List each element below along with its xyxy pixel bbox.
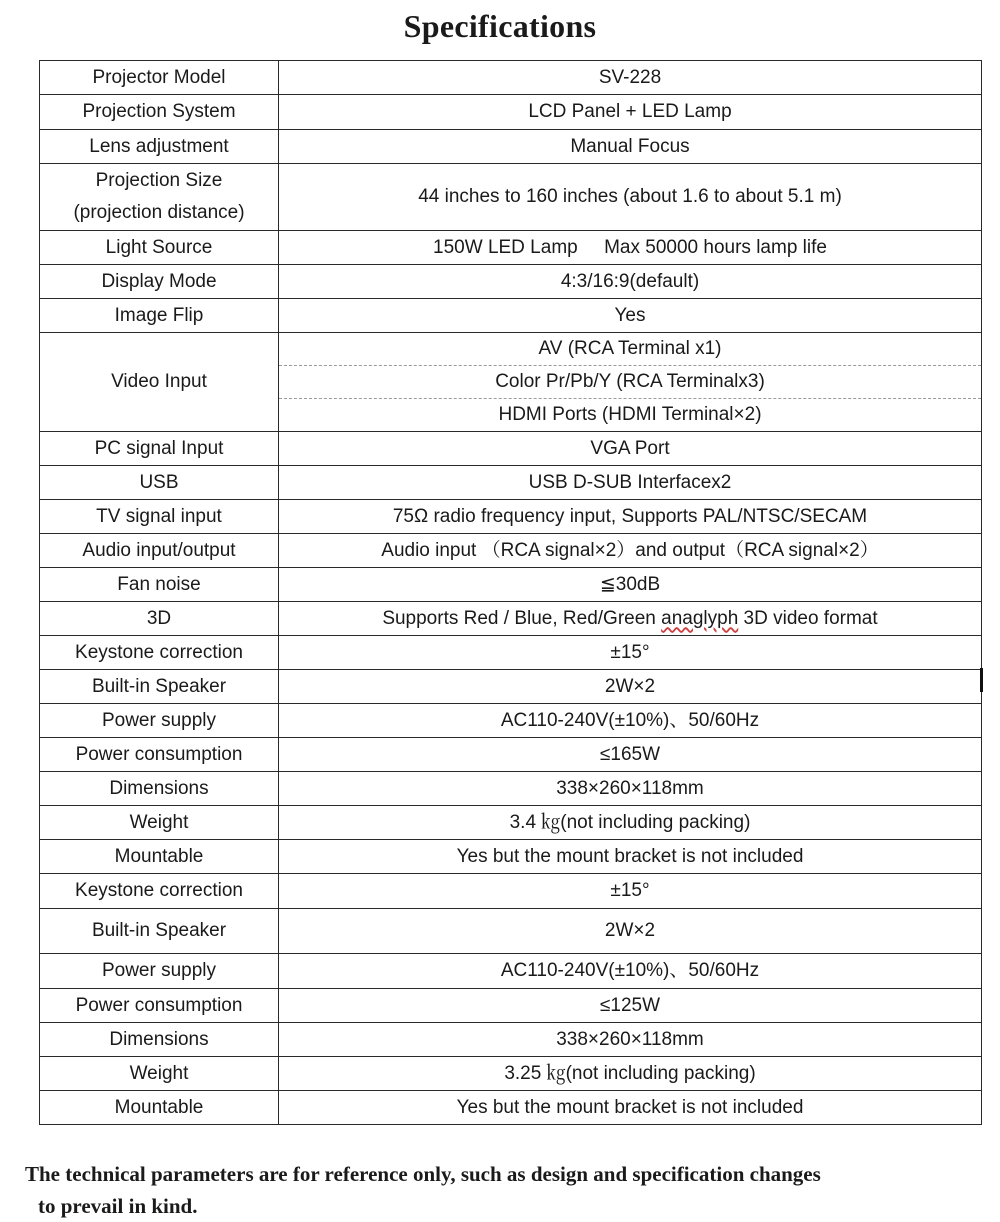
- specifications-table: [39, 60, 982, 1125]
- table-row: [40, 738, 982, 772]
- table-row: [40, 432, 982, 466]
- spec-value: AV (RCA Terminal x1): [279, 333, 981, 366]
- spec-value-text: Supports Red / Blue, Red/Green: [382, 607, 662, 629]
- table-row: [40, 1023, 982, 1057]
- edge-mark: [980, 668, 983, 692]
- spec-label: Weight: [40, 1057, 279, 1091]
- spec-value-text: 3D video format: [738, 607, 878, 629]
- spec-value: Audio input （RCA signal×2）and output（RCA signal×2）: [279, 534, 982, 568]
- spec-label: Built-in Speaker: [40, 670, 279, 704]
- spec-label: Dimensions: [40, 772, 279, 806]
- table-row: [40, 534, 982, 568]
- spec-label: Projector Model: [40, 61, 279, 95]
- spec-value: ±15°: [279, 636, 982, 670]
- table-row: [40, 61, 982, 95]
- spec-value: VGA Port: [279, 432, 982, 466]
- table-row: [40, 840, 982, 874]
- spec-value: HDMI Ports (HDMI Terminal×2): [498, 404, 762, 425]
- table-row: [40, 466, 982, 500]
- spec-label: Lens adjustment: [40, 130, 279, 164]
- table-row: [40, 500, 982, 534]
- table-row: [40, 95, 982, 130]
- spec-value: 3.25 ㎏(not including packing): [279, 1057, 982, 1091]
- spec-value: Yes but the mount bracket is not included: [279, 1091, 982, 1125]
- spec-label-line: Projection Size: [95, 170, 223, 191]
- table-row: [40, 1057, 982, 1091]
- spec-label: Fan noise: [40, 568, 279, 602]
- spec-value: Manual Focus: [279, 130, 982, 164]
- spec-label: TV signal input: [40, 500, 279, 534]
- spec-value: 44 inches to 160 inches (about 1.6 to about 5.1 m): [279, 164, 982, 231]
- spec-value: AC110-240V(±10%)、50/60Hz: [279, 954, 982, 989]
- table-row: [40, 636, 982, 670]
- table-row: [40, 806, 982, 840]
- spec-value: LCD Panel + LED Lamp: [279, 95, 982, 130]
- table-row: [40, 231, 982, 265]
- table-row: [40, 874, 982, 909]
- spec-value-group: [279, 333, 982, 432]
- table-row: [40, 265, 982, 299]
- spec-label: Keystone correction: [40, 874, 279, 909]
- spec-value: AC110-240V(±10%)、50/60Hz: [279, 704, 982, 738]
- spec-value: 150W LED Lamp Max 50000 hours lamp life: [279, 231, 982, 265]
- spec-value: ≤165W: [279, 738, 982, 772]
- spec-label: Video Input: [40, 333, 279, 432]
- spec-value: 3.4 ㎏(not including packing): [279, 806, 982, 840]
- spec-label: 3D: [40, 602, 279, 636]
- spec-value: Yes: [279, 299, 982, 333]
- table-row: [40, 670, 982, 704]
- spec-label: Dimensions: [40, 1023, 279, 1057]
- spec-label: Display Mode: [40, 265, 279, 299]
- spec-label: Power consumption: [40, 738, 279, 772]
- table-row: [40, 602, 982, 636]
- spec-value: 4:3/16:9(default): [279, 265, 982, 299]
- spec-label: Mountable: [40, 840, 279, 874]
- spellcheck-underlined-word: anaglyph: [661, 607, 739, 629]
- spec-value: Color Pr/Pb/Y (RCA Terminalx3): [279, 366, 981, 399]
- spec-label: Light Source: [40, 231, 279, 265]
- spec-label: Image Flip: [40, 299, 279, 333]
- spec-label: Power supply: [40, 704, 279, 738]
- spec-value: 338×260×118mm: [279, 772, 982, 806]
- table-row: [40, 164, 982, 231]
- table-row: [40, 954, 982, 989]
- spec-label: Weight: [40, 806, 279, 840]
- spec-value: USB D-SUB Interfacex2: [279, 466, 982, 500]
- table-row: [40, 568, 982, 602]
- spec-value: 338×260×118mm: [279, 1023, 982, 1057]
- spec-value: [279, 602, 982, 636]
- spec-value: ≤125W: [279, 989, 982, 1023]
- spec-value: 2W×2: [279, 670, 982, 704]
- spec-value: ≦30dB: [279, 568, 982, 602]
- disclaimer-line: to prevail in kind.: [38, 1194, 198, 1218]
- spec-value: SV-228: [279, 61, 982, 95]
- disclaimer-line: The technical parameters are for reference only, such as design and specification changes: [25, 1162, 821, 1186]
- spec-label: USB: [40, 466, 279, 500]
- spec-value: 2W×2: [279, 909, 982, 954]
- spec-label-line: (projection distance): [73, 202, 245, 223]
- page-title: Specifications: [403, 8, 597, 44]
- table-row: [40, 333, 982, 432]
- spec-label: Power consumption: [40, 989, 279, 1023]
- spec-value: 75Ω radio frequency input, Supports PAL/NTSC/SECAM: [279, 500, 982, 534]
- table-row: [40, 989, 982, 1023]
- spec-label: Built-in Speaker: [40, 909, 279, 954]
- table-row: [40, 772, 982, 806]
- spec-label: Mountable: [40, 1091, 279, 1125]
- spec-label: Projection System: [40, 95, 279, 130]
- spec-label: [40, 164, 279, 231]
- table-row: [40, 909, 982, 954]
- table-row: [40, 299, 982, 333]
- spec-label: Power supply: [40, 954, 279, 989]
- table-row: [40, 704, 982, 738]
- table-row: [40, 130, 982, 164]
- spec-label: Audio input/output: [40, 534, 279, 568]
- spec-value: ±15°: [279, 874, 982, 909]
- table-row: [40, 1091, 982, 1125]
- spec-value: Yes but the mount bracket is not included: [279, 840, 982, 874]
- spec-label: PC signal Input: [40, 432, 279, 466]
- spec-label: Keystone correction: [40, 636, 279, 670]
- disclaimer-note: [25, 1158, 990, 1222]
